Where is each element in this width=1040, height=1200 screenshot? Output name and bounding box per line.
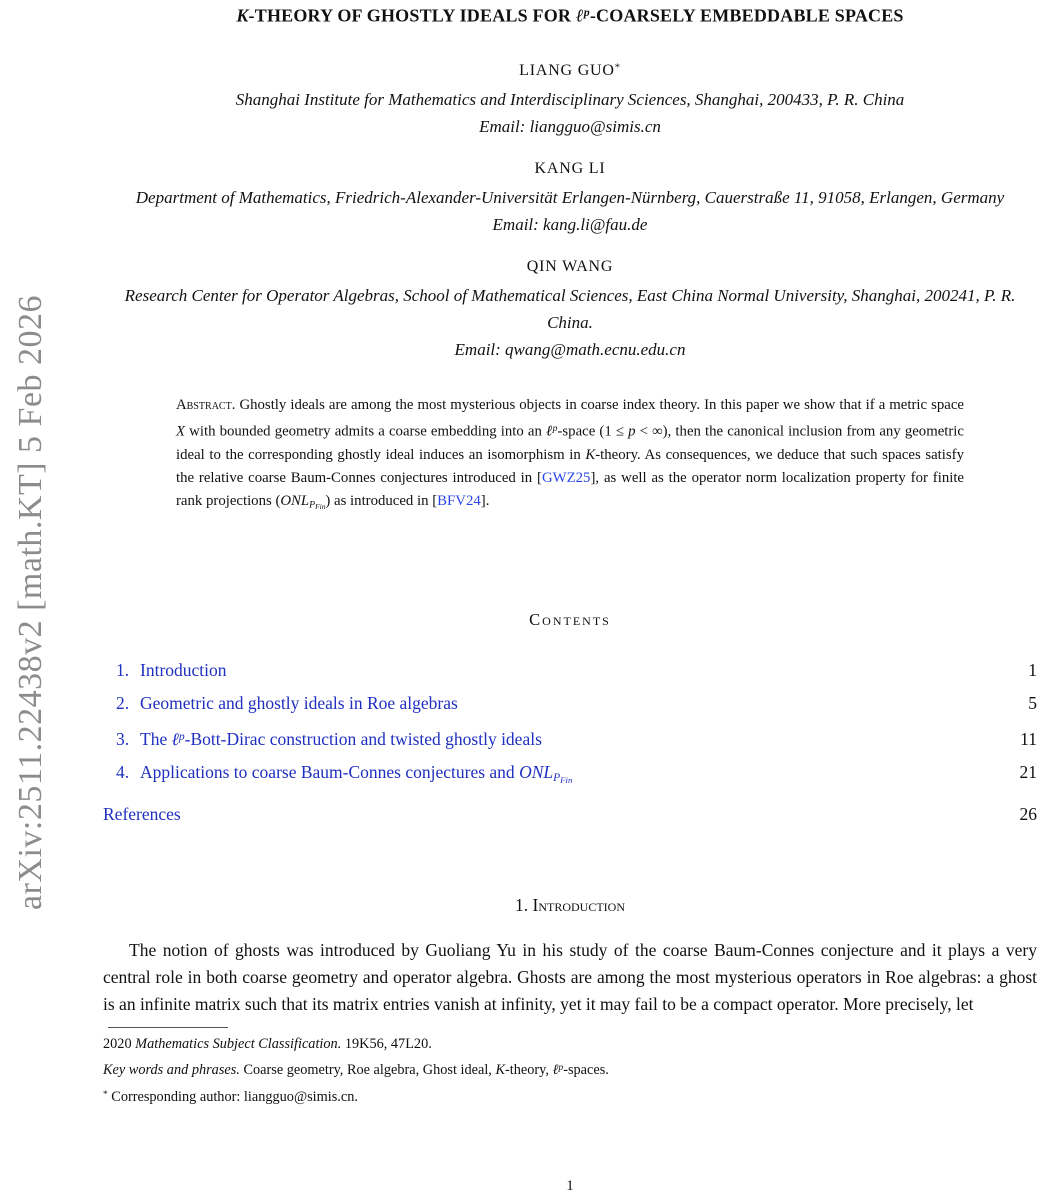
toc-entry-number: 2.: [116, 693, 130, 714]
author-email: Email: liangguo@simis.cn: [479, 117, 661, 137]
toc-entry-applications[interactable]: [103, 756, 1037, 797]
toc-entry-label: Applications to coarse Baum-Connes conjectures and $ONL_{PFin}$: [140, 762, 573, 786]
author-affiliation: Shanghai Institute for Mathematics and Interdisciplinary Sciences, Shanghai, 200433, P. R. China: [235, 90, 905, 110]
toc-entry-bott-dirac-construction[interactable]: [103, 721, 1037, 757]
toc-entry-label: Geometric and ghostly ideals in Roe algebras: [140, 693, 458, 714]
toc-page-number: 11: [1020, 728, 1037, 749]
intro-paragraph: The notion of ghosts was introduced by Guoliang Yu in his study of the coarse Baum-Connes conjecture and it plays a very central role in both coarse geometry and operator algebra. Ghosts are among the most mysterious operators in Roe algebras: a ghost is an infinite matrix such that its matrix entries vanish at infinity, yet it may fail to be a compact operator. More precisely, let: [103, 940, 1037, 1015]
arxiv-watermark: arXiv:2511.22438v2 [math.KT] 5 Feb 2026: [12, 294, 49, 910]
section-number: 1.: [515, 895, 529, 916]
paper-title: K-THEORY OF GHOSTLY IDEALS FOR ℓ$^p$-COARSELY EMBEDDABLE SPACES: [236, 5, 904, 26]
toc-entry-label: The ℓ$^p$-Bott-Dirac construction and twisted ghostly ideals: [140, 728, 542, 749]
footnote-rule: [108, 1027, 228, 1028]
author-email: Email: qwang@math.ecnu.edu.cn: [454, 340, 686, 360]
author-affiliation: Department of Mathematics, Friedrich-Alexander-Universität Erlangen-Nürnberg, Cauerstraße 11, 91058, Erlangen, Germany: [135, 188, 1005, 208]
cite-link-bfv24[interactable]: BFV24: [437, 492, 481, 509]
author-name: LIANG GUO*: [519, 62, 621, 80]
paper-content: [103, 0, 1037, 1109]
footnote-msc: 2020 Mathematics Subject Classification. 19K56, 47L20.: [103, 1036, 432, 1053]
section-title: Introduction: [532, 895, 625, 916]
footnotes: [103, 1027, 1037, 1108]
page-number: 1: [566, 1178, 574, 1194]
table-of-contents: [103, 654, 1037, 832]
toc-entry-references[interactable]: [103, 798, 1037, 832]
author-name: KANG LI: [534, 160, 606, 178]
toc-entry-number: 3.: [116, 728, 130, 749]
author-name: QIN WANG: [526, 258, 614, 276]
cite-link-gwz25[interactable]: GWZ25: [541, 469, 591, 486]
toc-page-number: 1: [1028, 659, 1037, 680]
footnote-keywords: Key words and phrases. Coarse geometry, Roe algebra, Ghost ideal, K-theory, ℓ$^p$-spaces.: [103, 1062, 609, 1079]
toc-entry-number: 4.: [116, 762, 130, 783]
toc-page-number: 21: [1019, 762, 1037, 783]
toc-page-number: 26: [1019, 803, 1037, 824]
abstract: Abstract. Ghostly ideals are among the most mysterious objects in coarse index theory. In this paper we show that if a metric space X with bounded geometry admits a coarse embedding into an ℓ$^p$-space (1 ≤ p < ∞), then the canonical inclusion from any geometric ideal to the corresponding ghostly ideal induces an isomorphism in K-theory. As consequences, we deduce that such spaces satisfy the relative coarse Baum-Connes conjectures introduced in [GWZ25], as well as the operator norm localization property for finite rank projections $(ONL_{PFin})$ as introduced in [BFV24].: [176, 397, 965, 511]
contents-heading: Contents: [529, 609, 611, 629]
toc-page-number: 5: [1028, 693, 1037, 714]
toc-entry-number: 1.: [116, 659, 130, 680]
author-block: [103, 258, 1037, 363]
toc-entry-geometric-and-ghostly-ideals[interactable]: [103, 687, 1037, 721]
author-block: [103, 62, 1037, 140]
section-heading-introduction: [103, 895, 1037, 916]
author-email: Email: kang.li@fau.de: [492, 215, 648, 235]
author-block: [103, 160, 1037, 238]
footnote-corresponding-author: * Corresponding author: liangguo@simis.cn.: [103, 1088, 358, 1105]
author-affiliation: Research Center for Operator Algebras, School of Mathematical Sciences, East China Normal University, Shanghai, 200241, P. R. China.: [124, 286, 1016, 333]
toc-entry-label: References: [103, 803, 181, 824]
toc-entry-introduction[interactable]: [103, 654, 1037, 688]
toc-entry-label: Introduction: [140, 659, 227, 680]
